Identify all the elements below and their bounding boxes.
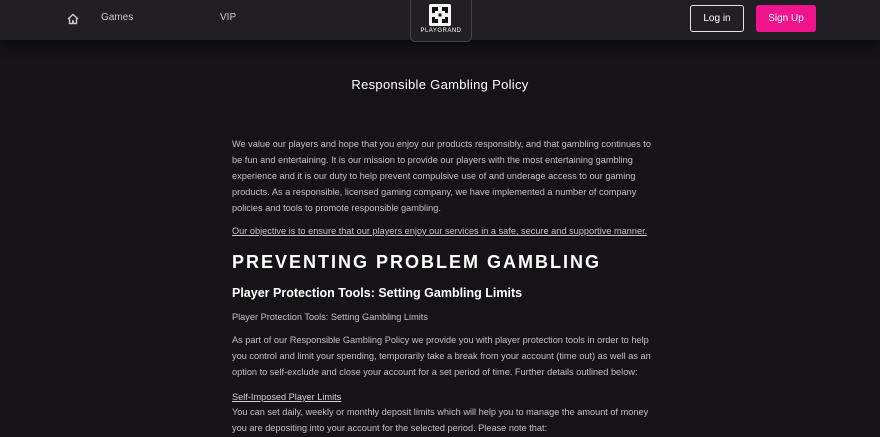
login-button[interactable]: Log in xyxy=(690,5,744,32)
logo-text: PLAYGRAND xyxy=(420,28,462,34)
home-icon[interactable] xyxy=(66,12,80,26)
page-title: Responsible Gambling Policy xyxy=(351,77,529,92)
tools-paragraph: As part of our Responsible Gambling Policy we provide you with player protection tools in order to help you control and limit your spending, temporarily take a break from your account (time out) as well as an option to self-exclude and close your account for a set period of time. Further details outlined below: xyxy=(232,335,651,377)
self-imposed-limits-label: Self-Imposed Player Limits xyxy=(232,392,342,402)
section-heading: PREVENTING PROBLEM GAMBLING xyxy=(232,252,602,272)
signup-button[interactable]: Sign Up xyxy=(756,5,816,32)
nav-games-link[interactable]: Games xyxy=(101,12,134,23)
site-header xyxy=(0,0,880,40)
subsection-heading: Player Protection Tools: Setting Gambling Limits xyxy=(232,286,523,300)
playgrand-logo-icon xyxy=(429,4,451,26)
brand-logo[interactable] xyxy=(410,0,472,42)
subsection-label: Player Protection Tools: Setting Gambling Limits xyxy=(232,312,428,322)
objective-link[interactable]: Our objective is to ensure that our players enjoy our services in a safe, secure and supportive manner. xyxy=(232,226,648,236)
intro-paragraph: We value our players and hope that you enjoy our products responsibly, and that gambling continues to be fun and entertaining. It is our mission to provide our players with the most entertaining gambling experience and it is our duty to help prevent compulsive use of and underage access to our gaming products. As a responsible, licensed gaming company, we have implemented a number of company policies and tools to promote responsible gambling. xyxy=(232,139,651,213)
policy-content xyxy=(232,136,652,436)
nav-vip-link[interactable]: VIP xyxy=(220,12,237,23)
limits-paragraph: You can set daily, weekly or monthly deposit limits which will help you to manage the amount of money you are depositing into your account for the selected period. Please note that: xyxy=(232,407,649,433)
